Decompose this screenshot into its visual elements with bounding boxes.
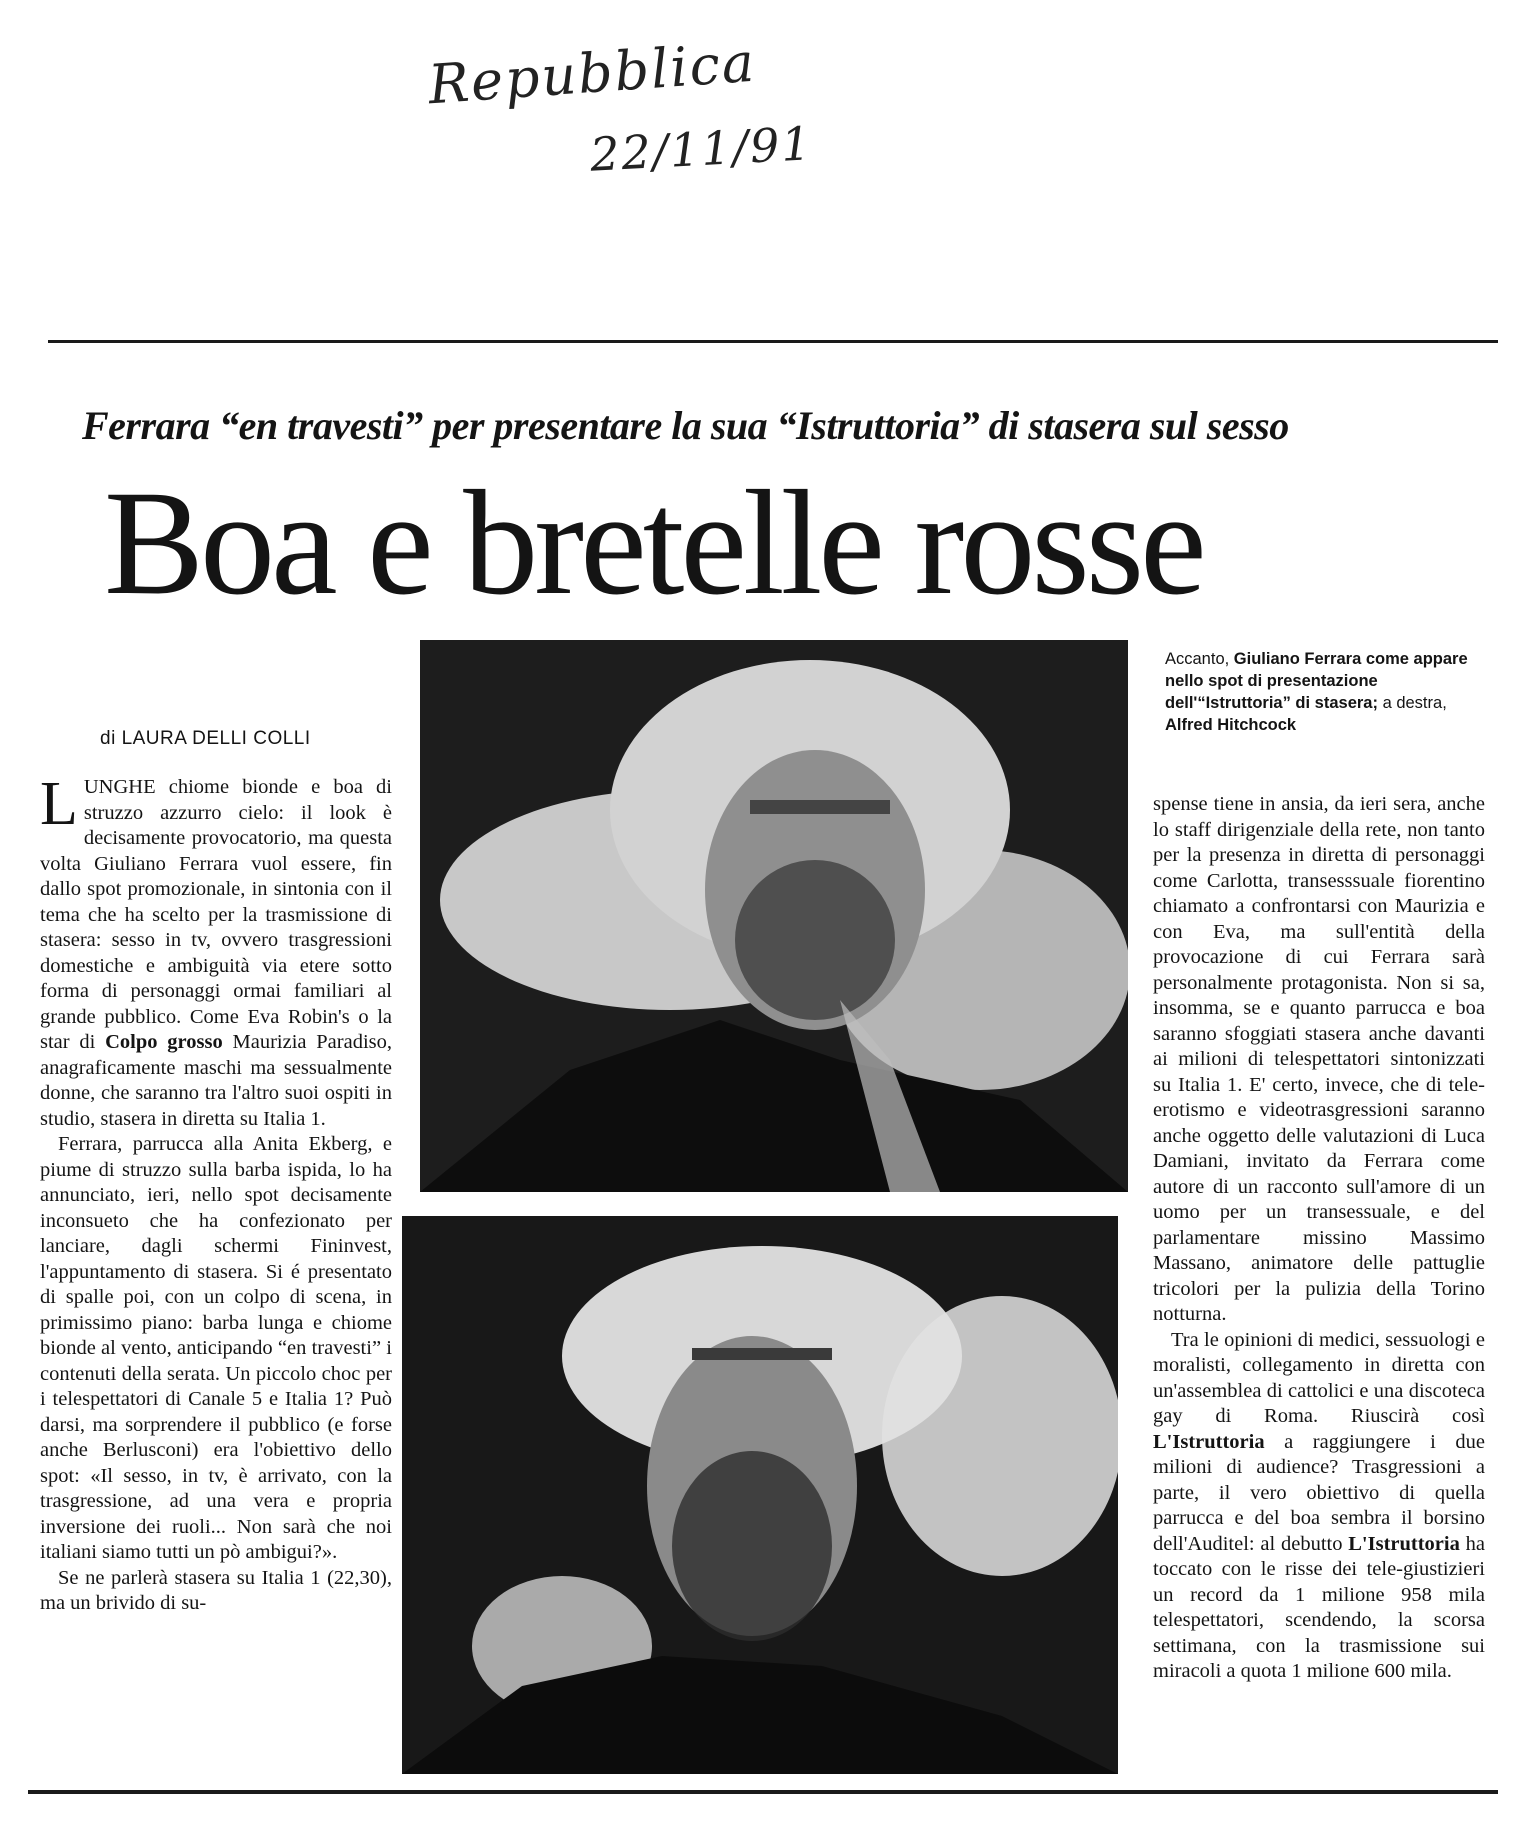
lead-word: UNGHE — [83, 776, 156, 798]
handwritten-source: Repubblica — [426, 30, 758, 117]
article-byline: di LAURA DELLI COLLI — [100, 728, 311, 749]
bottom-rule — [28, 1790, 1498, 1794]
show-title-colpo-grosso: Colpo grosso — [105, 1031, 223, 1053]
photo-ferrara-wig-top — [420, 640, 1128, 1192]
drop-cap: L — [40, 770, 78, 838]
article-column-right — [1153, 792, 1485, 1685]
top-rule — [48, 340, 1498, 343]
article-headline: Boa e bretelle rosse — [104, 460, 1203, 626]
paragraph-5: Tra le opinioni di medici, sessuologi e moralisti, collegamento in diretta con un'assemblea di cattolici e una discoteca gay di Roma. Riuscirà così L'Istruttoria a raggiungere i due milioni di audience? Trasgressioni a parte, il vero obiettivo di quella parrucca e del boa sembra il borsino dell'Auditel: al debutto L'Istruttoria ha toccato con le risse dei tele-giustizieri un record da 1 milione 958 mila telespettatori, scendendo, la scorsa settimana, con la trasmissione sui miracoli a quota 1 milione 600 mila. — [1153, 1328, 1485, 1682]
paragraph-1: LUNGHE chiome bionde e boa di struzzo azzurro cielo: il look è decisamente provocatorio, ma questa volta Giuliano Ferrara vuol essere, fin dallo spot promozionale, in sintonia con il tema che ha scelto per la trasmissione di stasera: sesso in tv, ovvero trasgressioni domestiche e ambiguità via etere sotto forma di personaggi ormai familiari al grande pubblico. Come Eva Robin's o la star di Colpo grosso Maurizia Paradiso, anagraficamente maschi ma sessualmente donne, che saranno tra l'altro suoi ospiti in studio, stasera in diretta su Italia 1. — [40, 770, 393, 1130]
handwritten-date: 22/11/91 — [588, 116, 814, 182]
paragraph-2: Ferrara, parrucca alla Anita Ekberg, e piume di struzzo sulla barba ispida, lo ha annunciato, ieri, nello spot decisamente inconsueto che ha confezionato per lanciare, dagli schermi Fininvest, l'appuntamento di stasera. Si é presentato di spalle poi, con un colpo di scena, in primissimo piano: barba lunga e chiome bionde al vento, anticipando “en travesti” i contenuti della serata. Un piccolo choc per i telespettatori di Canale 5 e Italia 1? Può darsi, ma sorprendere il pubblico (e forse anche Berlusconi) era l'obiettivo dello spot: «Il sesso, in tv, è arrivato, con la trasgressione, ad una vera e propria inversione dei ruoli... Non sarà che noi italiani siamo tutti un pò ambigui?». — [40, 1133, 392, 1563]
paragraph-3: Se ne parlerà stasera su Italia 1 (22,30), ma un brivido di su- — [40, 1566, 392, 1614]
article-kicker: Ferrara “en travesti” per presentare la sua “Istruttoria” di stasera sul sesso — [82, 403, 1289, 448]
paragraph-4: spense tiene in ansia, da ieri sera, anche lo staff dirigenziale della rete, non tanto per la presenza in diretta di personaggi come Carlotta, transesssuale fiorentino chiamato a confrontarsi con Maurizia e con Eva, ma sull'entità della provocazione di cui Ferrara sarà personalmente protagonista. Non si sa, insomma, se e quanto parrucca e boa saranno sfoggiati stasera anche davanti ai milioni di telespettatori sintonizzati su Italia 1. E' certo, invece, che di tele-erotismo e videotrasgressioni saranno anche oggetto delle valutazioni di Luca Damiani, invitato da Ferrara come autore di un racconto sull'amore di un uomo per un transessuale, e del parlamentare missino Massimo Massano, animatore delle pattuglie tricolori per la pulizia della Torino notturna. — [1153, 793, 1485, 1325]
photo-caption: Accanto, Giuliano Ferrara come appare nello spot di presentazione dell'“Istruttoria” di stasera; a destra, Alfred Hitchcock — [1165, 650, 1468, 734]
article-column-left — [40, 770, 393, 1617]
photo-ferrara-wig-bottom — [402, 1216, 1118, 1774]
